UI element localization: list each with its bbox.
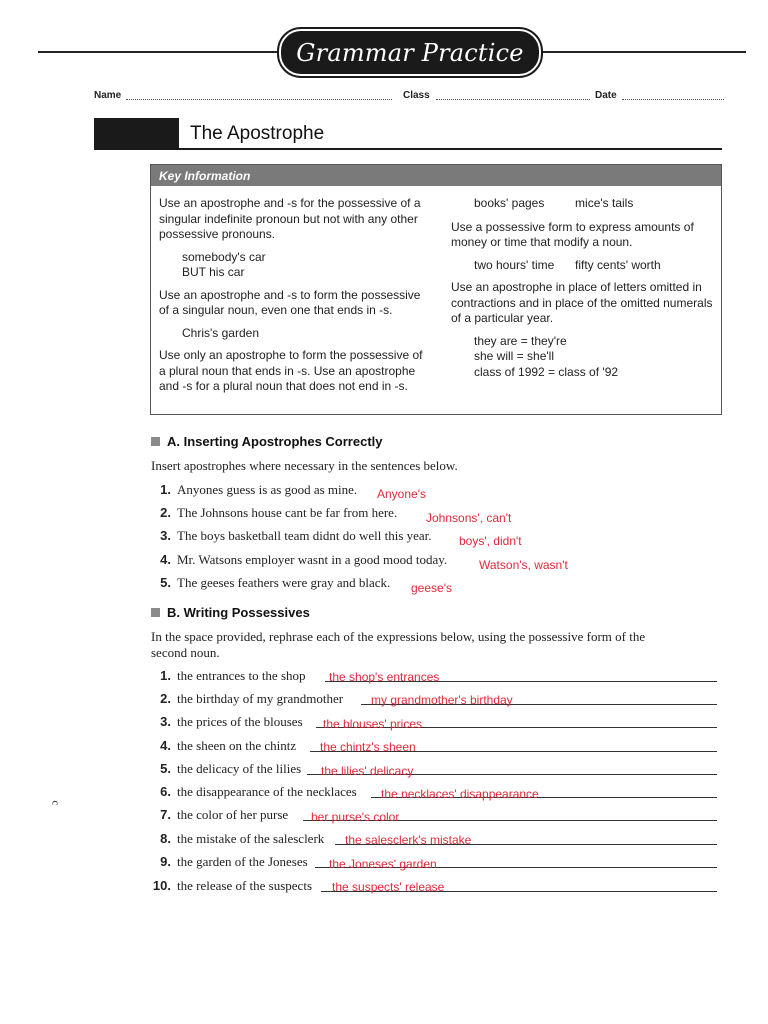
- exercise-b-item: [151, 831, 717, 851]
- item-expression: the garden of the Joneses: [177, 854, 308, 869]
- exercise-b-item: [151, 807, 717, 827]
- item-sentence: Mr. Watsons employer wasnt in a good mood today.: [177, 552, 448, 567]
- exercise-a-item: [151, 528, 731, 546]
- square-bullet-icon: [151, 608, 160, 617]
- item-answer: boys', didn't: [459, 534, 522, 548]
- item-expression: the birthday of my grandmother: [177, 691, 344, 706]
- key-rule-4: Use a possessive form to express amounts of money or time that modify a noun.: [451, 219, 694, 249]
- item-answer: the chintz's sheen: [320, 740, 416, 754]
- item-sentence: The boys basketball team didnt do well this year.: [177, 528, 432, 543]
- item-number: 8.: [160, 831, 171, 846]
- item-answer: Johnsons', can't: [426, 511, 512, 525]
- item-number: 2.: [160, 691, 171, 706]
- item-number: 2.: [160, 505, 171, 520]
- item-sentence: The Johnsons house cant be far from here.: [177, 505, 398, 520]
- item-answer: Anyone's: [377, 487, 426, 501]
- key-rule-1: Use an apostrophe and -s for the possessive of a singular indefinite pronoun but not with any other possessive pronouns.: [159, 196, 421, 241]
- item-answer: Watson's, wasn't: [479, 558, 568, 572]
- page-title: The Apostrophe: [190, 123, 325, 144]
- item-answer: the salesclerk's mistake: [345, 833, 472, 847]
- key-example-cents: fifty cents' worth: [575, 257, 661, 272]
- class-label: Class: [403, 90, 430, 101]
- key-example: [451, 196, 717, 212]
- item-number: 5.: [160, 575, 171, 590]
- key-example: somebody's car: [182, 249, 266, 264]
- item-answer: the suspects' release: [332, 880, 445, 894]
- key-example-hours: two hours' time: [474, 257, 555, 272]
- key-rule-2: Use an apostrophe and -s to form the possessive of a singular noun, even one that ends in -s.: [159, 287, 421, 317]
- item-number: 10.: [152, 878, 171, 893]
- item-expression: the sheen on the chintz: [177, 738, 297, 753]
- section-b-instructions: In the space provided, rephrase each of the expressions below, using the possessive form of the second noun.: [151, 629, 646, 660]
- item-answer: my grandmother's birthday: [371, 693, 513, 707]
- exercise-a-item: [151, 575, 731, 593]
- exercise-b-item: [151, 738, 717, 758]
- item-number: 1.: [160, 668, 171, 683]
- item-answer: the Joneses' garden: [329, 857, 437, 871]
- item-number: 3.: [160, 528, 171, 543]
- title-rule: [94, 148, 722, 150]
- class-field[interactable]: [436, 99, 590, 100]
- banner: [279, 29, 541, 76]
- key-information-box: [150, 164, 722, 415]
- item-expression: the delicacy of the lilies: [177, 761, 302, 776]
- key-example: Chris's garden: [182, 325, 259, 340]
- section-b-heading: [151, 605, 310, 620]
- square-bullet-icon: [151, 437, 160, 446]
- section-a-heading-text: A. Inserting Apostrophes Correctly: [167, 434, 383, 449]
- exercise-b-item: [151, 878, 717, 898]
- key-information-header: [151, 165, 721, 186]
- item-number: 3.: [160, 714, 171, 729]
- item-answer: geese's: [411, 581, 452, 595]
- exercise-b-item: [151, 784, 717, 804]
- item-number: 9.: [160, 854, 171, 869]
- key-example: class of 1992 = class of '92: [474, 364, 619, 379]
- item-expression: the prices of the blouses: [177, 714, 303, 729]
- key-info-right-column: [451, 196, 717, 380]
- date-label: Date: [595, 90, 617, 101]
- item-answer: the lilies' delicacy: [321, 764, 414, 778]
- item-answer: the shop's entrances: [329, 670, 440, 684]
- exercise-a-item: [151, 552, 731, 570]
- item-sentence: Anyones guess is as good as mine.: [177, 482, 358, 497]
- item-answer: the blouses' prices: [323, 717, 423, 731]
- title-block: [94, 118, 179, 150]
- key-example: [451, 258, 717, 274]
- item-number: 5.: [160, 761, 171, 776]
- item-sentence: The geeses feathers were gray and black.: [177, 575, 391, 590]
- name-field[interactable]: [126, 99, 392, 100]
- key-info-left-column: [159, 196, 427, 395]
- item-number: 7.: [160, 807, 171, 822]
- item-expression: the color of her purse: [177, 807, 289, 822]
- exercise-b-item: [151, 668, 717, 688]
- item-answer: her purse's color: [311, 810, 400, 824]
- exercise-a-item: [151, 505, 731, 523]
- key-example-mice: mice's tails: [575, 196, 634, 210]
- date-field[interactable]: [622, 99, 724, 100]
- item-answer: the necklaces' disappearance: [381, 787, 539, 801]
- key-example-books: books' pages: [474, 196, 545, 210]
- exercise-b-item: [151, 691, 717, 711]
- key-example: they are = they're: [474, 333, 567, 348]
- item-number: 4.: [160, 738, 171, 753]
- exercise-b-item: [151, 761, 717, 781]
- exercise-b-item: [151, 854, 717, 874]
- item-expression: the entrances to the shop: [177, 668, 306, 683]
- item-number: 1.: [160, 482, 171, 497]
- key-information-heading: Key Information: [159, 169, 251, 183]
- item-expression: the mistake of the salesclerk: [177, 831, 325, 846]
- exercise-a-item: [151, 482, 731, 500]
- section-b-heading-text: B. Writing Possessives: [167, 605, 310, 620]
- name-class-date-row: [94, 90, 724, 104]
- banner-title: Grammar Practice: [296, 38, 524, 67]
- key-rule-3: Use only an apostrophe to form the possessive of a plural noun that ends in -s. Use an apostrophe and -s for a plural noun that does not end in -s.: [159, 348, 423, 393]
- key-example: she will = she'll: [474, 349, 554, 363]
- key-example: BUT his car: [182, 265, 245, 279]
- name-label: Name: [94, 90, 122, 101]
- section-a-heading: [151, 434, 383, 449]
- item-expression: the disappearance of the necklaces: [177, 784, 357, 799]
- item-number: 4.: [160, 552, 171, 567]
- section-a-instructions: Insert apostrophes where necessary in the sentences below.: [151, 458, 458, 473]
- item-number: 6.: [160, 784, 171, 799]
- side-margin-mark: c: [49, 800, 62, 806]
- item-expression: the release of the suspects: [177, 878, 313, 893]
- key-rule-5: Use an apostrophe in place of letters omitted in contractions and in place of the omitted numerals of a particular year.: [451, 280, 713, 325]
- exercise-b-item: [151, 714, 717, 734]
